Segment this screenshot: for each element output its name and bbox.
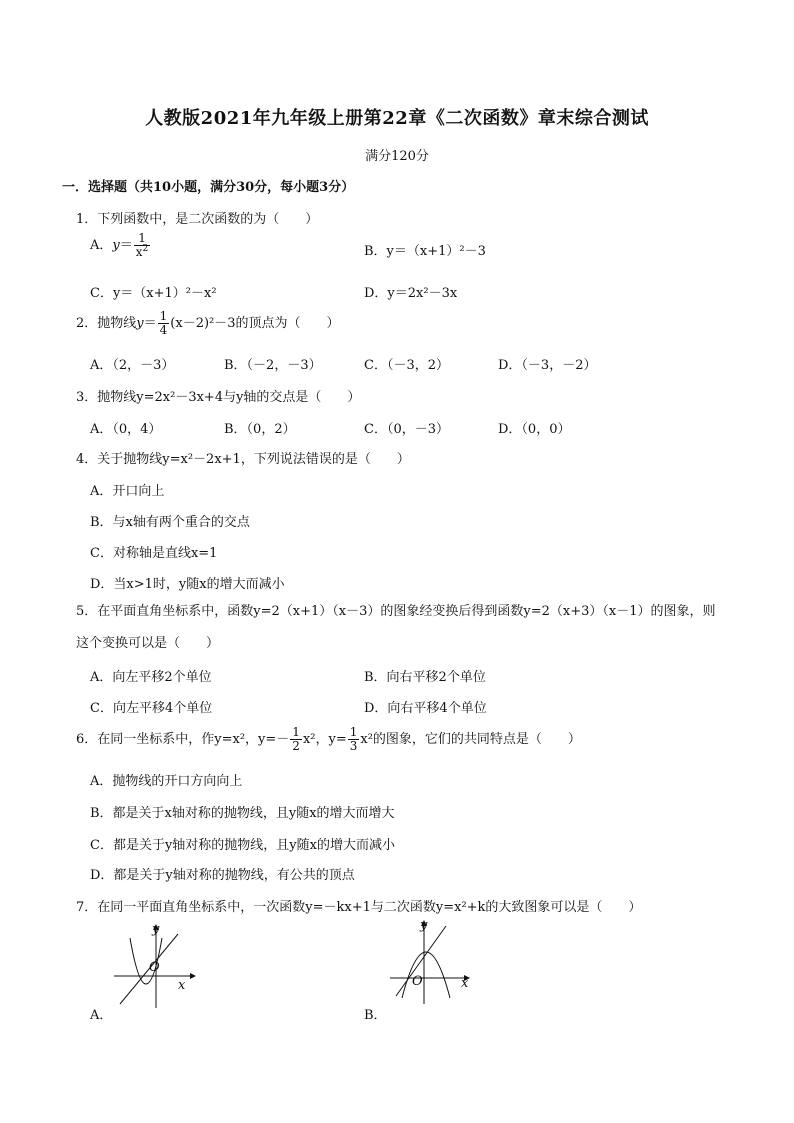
graph-b-origin-label: O — [412, 974, 423, 989]
question-3-option-d: D．（0，0） — [498, 422, 571, 437]
graph-b — [388, 916, 478, 1006]
parabola — [402, 952, 450, 998]
fraction: $\frac{1}{4}$ — [159, 309, 168, 337]
fraction: $\frac{1}{3}$ — [349, 725, 358, 753]
question-2-stem: 2．抛物线y＝ $\frac{1}{4}$ (x－2)²－3的顶点为（ ） — [76, 309, 340, 337]
question-5-option-d: D．向右平移4个单位 — [364, 701, 487, 716]
section-heading: 一．选择题（共10小题，满分30分，每小题3分） — [62, 180, 355, 195]
question-1-option-c: C．y＝（x+1）²－x² — [90, 286, 217, 301]
question-3-option-c: C．（0，－3） — [364, 422, 449, 437]
question-1-option-d: D．y＝2x²－3x — [364, 286, 458, 301]
question-4-option-b: B．与x轴有两个重合的交点 — [90, 515, 250, 530]
question-5-option-c: C．向左平移4个单位 — [90, 701, 213, 716]
fraction: $\frac{1}{2}$ — [292, 725, 300, 753]
fraction: $\frac{1}{x^2}$ — [135, 231, 149, 259]
question-4-option-d: D．当x>1时，y随x的增大而减小 — [90, 577, 285, 592]
question-6-option-d: D．都是关于y轴对称的抛物线，有公共的顶点 — [90, 868, 355, 883]
graph-a-y-label: y — [152, 922, 160, 937]
x-axis-arrow — [190, 973, 196, 979]
graph-b-y-label: y — [420, 918, 428, 933]
question-2-option-b: B．（－2，－3） — [224, 358, 322, 373]
question-6-stem: 6．在同一坐标系中，作y=x²，y=－ $\frac{1}{2}$ x²，y= $\frac{1}{3}$ x²的图象，它们的共同特点是（ ） — [76, 725, 581, 753]
question-6-option-c: C．都是关于y轴对称的抛物线，且y随x的增大而减小 — [90, 838, 395, 853]
question-4-option-a: A．开口向上 — [90, 484, 165, 499]
page-title: 人教版2021年九年级上册第22章《二次函数》章末综合测试 — [145, 108, 649, 129]
page-subtitle: 满分120分 — [365, 149, 429, 164]
question-2-option-a: A．（2，－3） — [90, 358, 175, 373]
question-2-option-c: C．（－3，2） — [364, 358, 449, 373]
graph-a-origin-label: O — [149, 960, 160, 975]
question-5-option-b: B．向右平移2个单位 — [364, 670, 486, 685]
question-3-option-b: B．（0，2） — [224, 422, 296, 437]
question-3-stem: 3．抛物线y=2x²－3x+4与y轴的交点是（ ） — [76, 390, 361, 405]
question-5-stem: 5．在平面直角坐标系中，函数y=2（x+1）（x－3）的图象经变换后得到函数y=2（x+3）（x－1）的图象，则这个变换可以是（ ） — [76, 604, 716, 651]
question-5-option-a: A．向左平移2个单位 — [90, 670, 212, 685]
question-7-stem: 7．在同一平面直角坐标系中，一次函数y=－kx+1与二次函数y=x²+k的大致图象可以是（ ） — [76, 900, 642, 915]
question-6-option-a: A．抛物线的开口方向向上 — [90, 774, 243, 789]
question-1-option-a: A．y＝ $\frac{1}{x^2}$ — [90, 231, 149, 259]
question-6-option-b: B．都是关于x轴对称的抛物线，且y随x的增大而增大 — [90, 806, 395, 821]
question-4-option-c: C．对称轴是直线x=1 — [90, 546, 218, 561]
question-7-option-b: B． — [364, 1008, 387, 1023]
question-3-option-a: A．（0，4） — [90, 422, 162, 437]
question-7-option-a: A． — [90, 1008, 113, 1023]
graph-a-x-label: x — [178, 978, 186, 993]
graph-b-x-label: x — [461, 976, 469, 991]
question-1-stem: 1．下列函数中，是二次函数的为（ ） — [76, 212, 319, 227]
question-4-stem: 4．关于抛物线y=x²－2x+1，下列说法错误的是（ ） — [76, 452, 410, 467]
question-1-option-b: B．y＝（x+1）²－3 — [364, 244, 486, 259]
question-2-option-d: D．（－3，－2） — [498, 358, 597, 373]
